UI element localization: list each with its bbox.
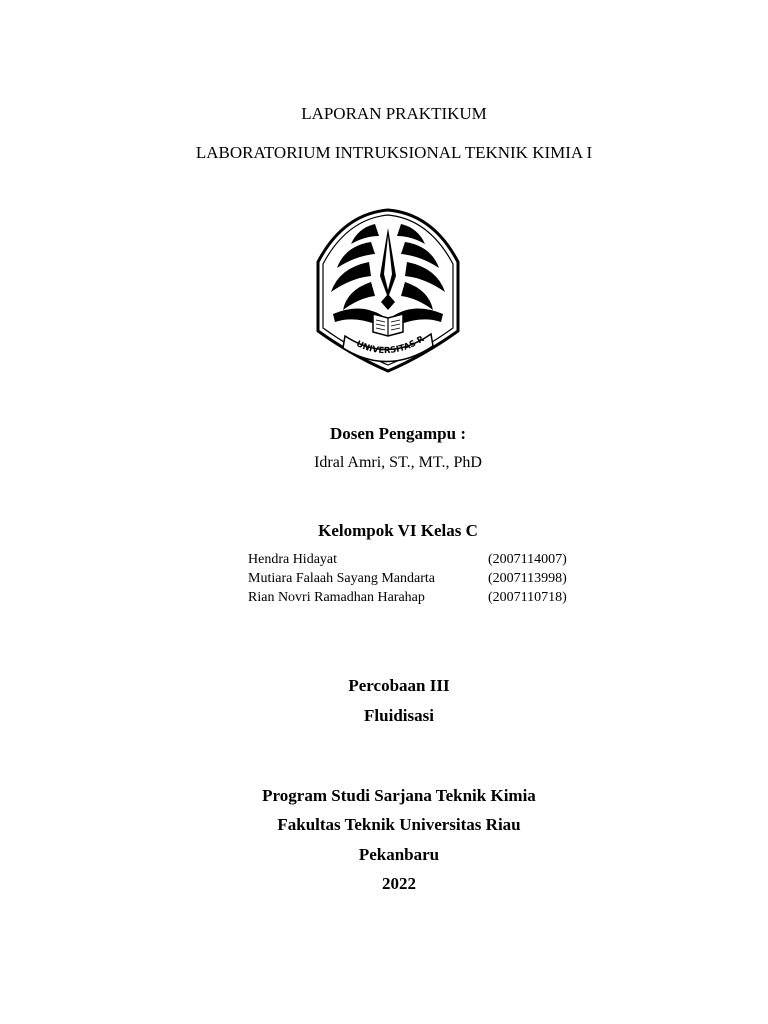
member-row bbox=[248, 569, 578, 588]
logo-ribbon-text: UNIVERSITAS R bbox=[354, 334, 427, 357]
faculty-name: Fakultas Teknik Universitas Riau bbox=[277, 815, 521, 834]
university-logo bbox=[313, 206, 463, 374]
member-id: (2007113998) bbox=[488, 571, 567, 586]
lecturer-name: Idral Amri, ST., MT., PhD bbox=[314, 454, 482, 471]
member-list bbox=[248, 550, 578, 607]
university-logo-icon bbox=[313, 206, 463, 374]
member-name: Rian Novri Ramadhan Harahap bbox=[248, 590, 425, 605]
experiment-name: Fluidisasi bbox=[364, 706, 434, 725]
member-id: (2007110718) bbox=[488, 590, 567, 605]
member-id: (2007114007) bbox=[488, 552, 567, 567]
member-row bbox=[248, 550, 578, 569]
report-year: 2022 bbox=[382, 874, 416, 893]
experiment-number: Percobaan III bbox=[348, 676, 450, 695]
city-name: Pekanbaru bbox=[358, 845, 440, 864]
report-title: LAPORAN PRAKTIKUM bbox=[301, 104, 487, 123]
laboratory-title: LABORATORIUM INTRUKSIONAL TEKNIK KIMIA I bbox=[195, 143, 593, 162]
member-row bbox=[248, 588, 578, 607]
member-name: Hendra Hidayat bbox=[248, 552, 338, 567]
study-program: Program Studi Sarjana Teknik Kimia bbox=[262, 786, 536, 805]
member-name: Mutiara Falaah Sayang Mandarta bbox=[248, 571, 435, 586]
group-title: Kelompok VI Kelas C bbox=[318, 521, 478, 540]
lecturer-label: Dosen Pengampu : bbox=[329, 424, 466, 443]
